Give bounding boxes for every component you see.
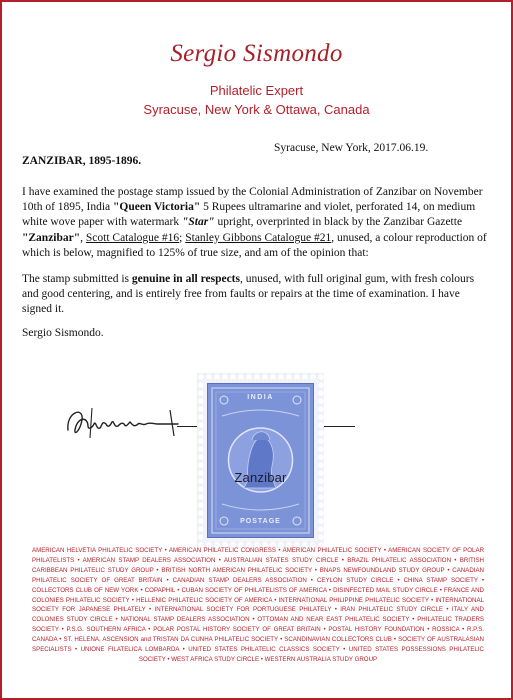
opinion-paragraph: The stamp submitted is genuine in all respects, unused, with full original gum, with fresh colours and good centering, and is entirely free from faults or repairs at the time of examination. I have signed it.: [22, 273, 475, 316]
expert-title: Philatelic Expert: [209, 83, 304, 98]
stamp-design: [207, 383, 314, 538]
stamp-postage-text: POSTAGE: [240, 518, 281, 525]
stamp-country-text: INDIA: [247, 394, 274, 401]
handwritten-signature: [62, 390, 182, 450]
society-memberships: AMERICAN HELVETIA PHILATELIC SOCIETY • AMERICAN PHILATELIC CONGRESS • AMERICAN PHILATELIC SOCIETY • AMERICAN SOCIETY OF POLAR PHILATELISTS • AMERICAN STAMP DEALERS ASSOCIATION • AUSTRALIAN STATES STUDY CIRCLE • BRAZIL PHILATELIC ASSOCIATION • BRITISH CARIBBEAN PHILATELIC STUDY GROUP • BRITISH NORTH AMERICAN PHILATELIC SOCIETY • BNAPS NEWFOUNDLAND STUDY GROUP • CANADIAN PHILATELIC SOCIETY OF GREAT BRITAIN • CANADIAN STAMP DEALERS ASSOCIATION • CEYLON STUDY CIRCLE • CHINA STAMP SOCIETY • COLLECTORS CLUB OF NEW YORK • COPAPHIL • CUBAN SOCIETY OF PHILATELISTS OF AMERICA • DISINFECTED MAIL STUDY CIRCLE • FRANCE AND COLONIES PHILATELIC SOCIETY • HELLENIC PHILATELIC SOCIETY OF AMERICA • INTERNATIONAL PHILIPPINE PHILATELIC SOCIETY • INTERNATIONAL SOCIETY FOR JAPANESE PHILATELY • INTERNATIONAL SOCIETY FOR PORTUGUESE PHILATELY • IRAN PHILATELIC STUDY CIRCLE • ITALY AND COLONIES STUDY CIRCLE • NATIONAL STAMP DEALERS ASSOCIATION • OTTOMAN AND NEAR EAST PHILATELIC SOCIETY • PHILATELIC TRADERS SOCIETY • P.S.G. SOUTHERN AFRICA • POLAR POSTAL HISTORY SOCIETY OF GREAT BRITAIN • POSTAL HISTORY FOUNDATION • ROSSICA • R.P.S. CANADA • ST. HELENA, ASCENSION and TRISTAN DA CUNHA PHILATELIC SOCIETY • SCANDINAVIAN COLLECTORS CLUB • SOCIETY OF AUSTRALASIAN SPECIALISTS • UNIONE FILATELICA LOMBARDA • UNITED STATES PHILATELIC CLASSICS SOCIETY • UNITED STATES POSSESSIONS PHILATELIC SOCIETY • WEST AFRICA STUDY CIRCLE • WESTERN AUSTRALIA STUDY GROUP: [32, 547, 484, 663]
stamp-ornament: [208, 384, 313, 537]
certificate-date: Syracuse, New York, 2017.06.19.: [274, 142, 429, 154]
closing-signature-text: Sergio Sismondo.: [22, 327, 104, 339]
description-paragraph: I have examined the postage stamp issued by the Colonial Administration of Zanzibar on November 10th of 1895, India "Queen Victoria" 5 Rupees ultramarine and violet, perforated 14, on medium white wove paper with watermark "Star" upright, overprinted in black by the Zanzibar Gazette "Zanzibar", Scott Catalogue #16; Stanley Gibbons Catalogue #21, unused, a colour reproduction of which is below, magnified to 125% of true size, and am of the opinion that:: [22, 186, 487, 259]
expert-name: Sergio Sismondo: [170, 40, 343, 67]
sg-catalogue-ref: Stanley Gibbons Catalogue #21: [185, 231, 332, 244]
stamp-heading: ZANZIBAR, 1895-1896.: [22, 155, 142, 167]
expert-location: Syracuse, New York & Ottawa, Canada: [143, 102, 370, 117]
stamp-image: [197, 373, 324, 548]
scott-catalogue-ref: Scott Catalogue #16: [85, 231, 180, 244]
stamp-overprint: Zanzibar: [234, 470, 287, 485]
